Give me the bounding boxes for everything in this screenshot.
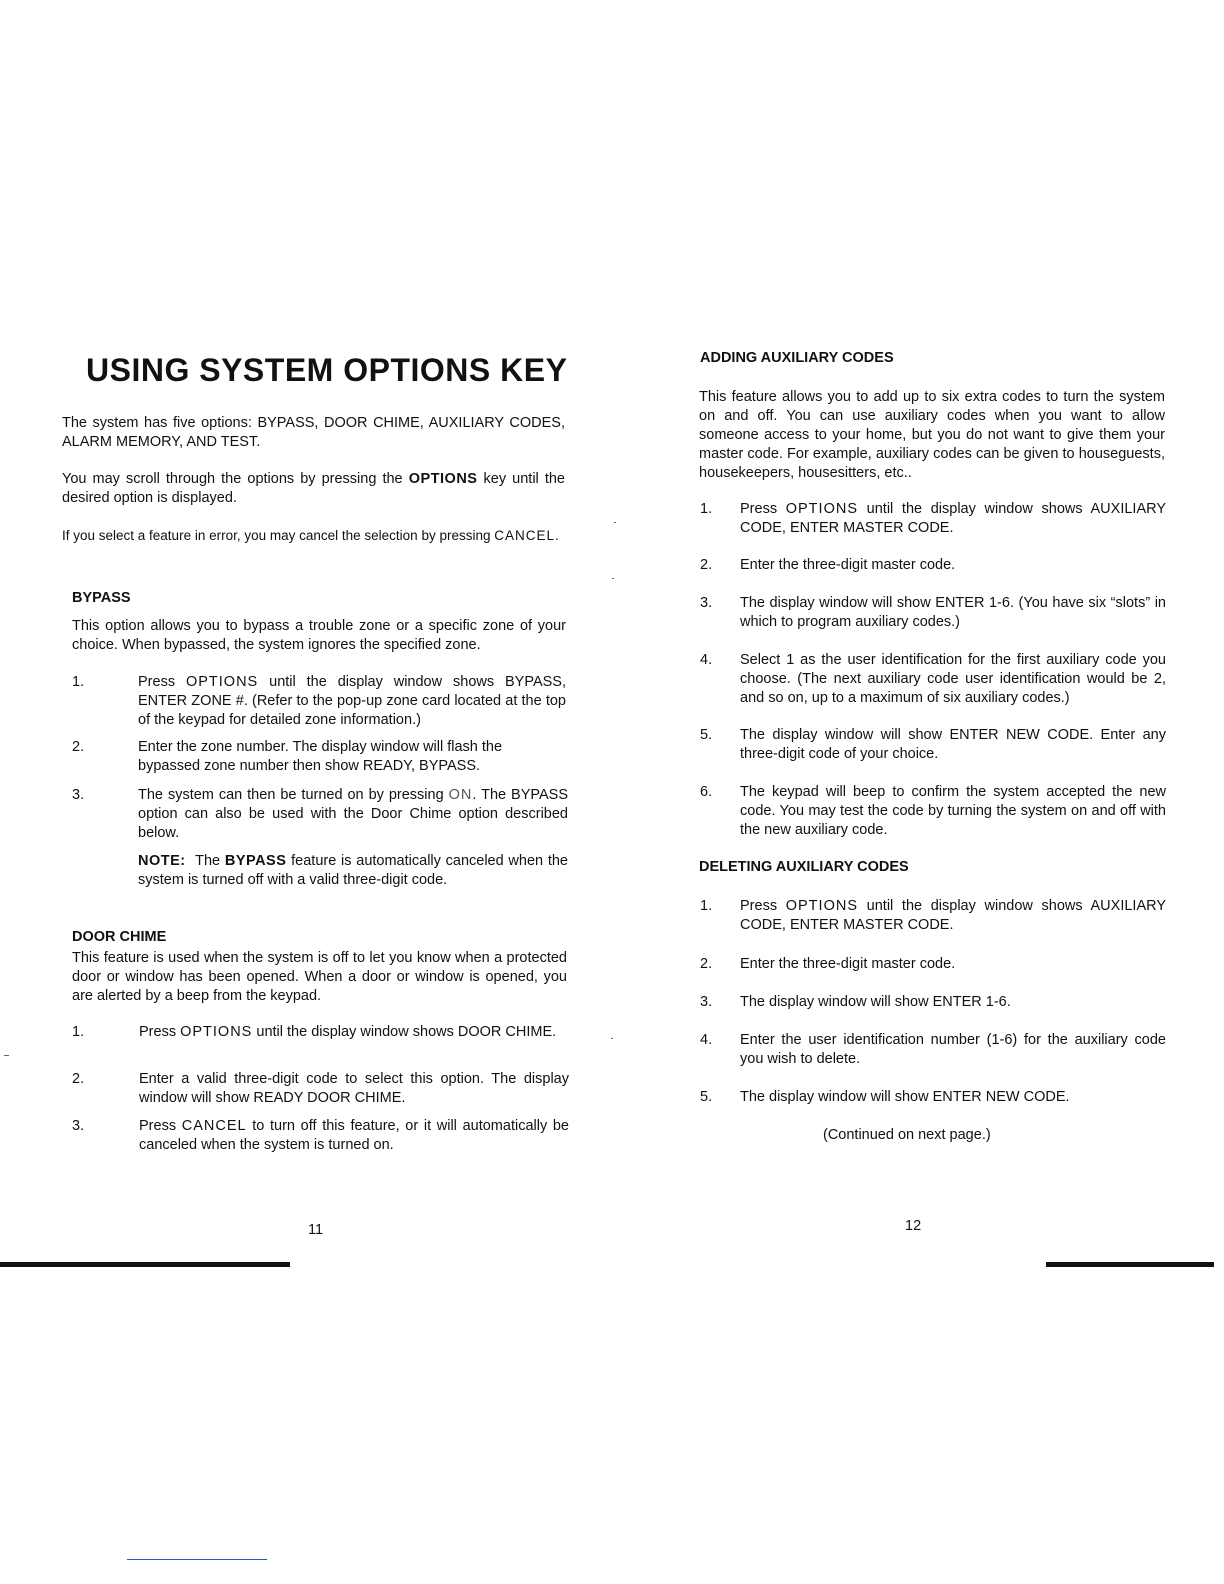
- bypass-step-2: [72, 738, 568, 778]
- step-number: 1.: [72, 674, 85, 690]
- scan-speck: [4, 1055, 9, 1056]
- bypass-heading: BYPASS: [72, 590, 131, 606]
- deleting-step-5: [700, 1088, 1166, 1108]
- adding-step-4: [700, 651, 1166, 711]
- step-text: [138, 786, 568, 843]
- options-key-label: OPTIONS: [408, 471, 478, 487]
- step-text: The display window will show ENTER 1-6.: [740, 994, 1011, 1010]
- deleting-step-3: [700, 993, 1166, 1013]
- step-text-pre: Press: [139, 1024, 181, 1040]
- deleting-step-1: [700, 897, 1166, 937]
- step-number: 2.: [72, 1071, 85, 1087]
- options-key-label: OPTIONS: [180, 1024, 253, 1040]
- deleting-auxiliary-codes-heading: DELETING AUXILIARY CODES: [699, 859, 909, 875]
- step-number: 3.: [700, 994, 713, 1010]
- step-text: Enter the three-digit master code.: [740, 956, 956, 972]
- note-text-pre: The: [195, 853, 225, 869]
- bypass-note: [138, 852, 568, 890]
- adding-step-2: [700, 556, 1166, 576]
- scan-speck: [614, 522, 616, 523]
- step-number: 5.: [700, 727, 713, 743]
- page-title: USING SYSTEM OPTIONS KEY: [86, 352, 568, 388]
- step-text: The display window will show ENTER 1-6. (You have six “slots” in which to program auxiliary codes.): [740, 595, 1166, 630]
- intro-paragraph: The system has five options: BYPASS, DOOR CHIME, AUXILIARY CODES, ALARM MEMORY, AND TEST.: [62, 415, 565, 450]
- options-key-label: OPTIONS: [185, 674, 259, 690]
- step-text: [138, 673, 566, 730]
- door-chime-step-2: [72, 1070, 568, 1110]
- scan-line: [127, 1559, 267, 1560]
- adding-step-3: [700, 594, 1166, 634]
- bypass-step-3: [72, 786, 568, 846]
- note-text-post: feature is automatically canceled when the system is turned off with a valid three-digit code.: [138, 853, 568, 888]
- bypass-step-1: [72, 673, 568, 733]
- step-number: 5.: [700, 1089, 713, 1105]
- cancel-key-label: CANCEL: [181, 1118, 247, 1134]
- step-text: Enter the user identification number (1-6) for the auxiliary code you wish to delete.: [740, 1032, 1166, 1067]
- step-text: [740, 897, 1166, 935]
- step-text: Select 1 as the user identification for the first auxiliary code you choose. (The next auxiliary code user identification would be 2, and so on, up to a maximum of six auxiliary codes.): [740, 652, 1166, 706]
- step-text-post: until the display window shows DOOR CHIME.: [252, 1024, 557, 1040]
- step-text-pre: Press: [740, 898, 786, 914]
- step-text-pre: Press: [139, 1118, 182, 1134]
- step-text-post: until the display window shows AUXILIARY CODE, ENTER MASTER CODE.: [740, 898, 1166, 933]
- cancel-text-pre: If you select a feature in error, you may cancel the selection by pressing: [62, 528, 495, 543]
- step-number: 1.: [700, 898, 713, 914]
- step-number: 3.: [72, 1118, 85, 1134]
- step-text-post: to turn off this feature, or it will automatically be canceled when the system is turned on.: [139, 1118, 569, 1153]
- step-number: 2.: [700, 956, 713, 972]
- scan-speck: [611, 1038, 613, 1039]
- step-number: 1.: [72, 1024, 85, 1040]
- note-label: NOTE:: [138, 853, 186, 869]
- step-text: The display window will show ENTER NEW CODE.: [740, 1089, 1070, 1105]
- step-number: 4.: [700, 652, 713, 668]
- on-key-label: ON: [448, 787, 473, 803]
- bottom-rule-right: [1046, 1262, 1214, 1267]
- step-text: Enter a valid three-digit code to select this option. The display window will show READY DOOR CHIME.: [139, 1071, 569, 1106]
- step-text-post: until the display window shows BYPASS, ENTER ZONE #. (Refer to the pop-up zone card located at the top of the keypad for detailed zone information.): [138, 674, 566, 728]
- step-text: [139, 1023, 569, 1042]
- step-number: 6.: [700, 784, 713, 800]
- deleting-step-4: [700, 1031, 1166, 1071]
- step-text-pre: Press: [740, 501, 786, 517]
- bypass-description: This option allows you to bypass a trouble zone or a specific zone of your choice. When bypassed, the system ignores the specified zone.: [72, 618, 566, 653]
- deleting-step-2: [700, 955, 1166, 975]
- door-chime-step-3: [72, 1117, 568, 1157]
- step-text: The display window will show ENTER NEW CODE. Enter any three-digit code of your choice.: [740, 727, 1166, 762]
- step-text-post: until the display window shows AUXILIARY CODE, ENTER MASTER CODE.: [740, 501, 1166, 536]
- cancel-text-post: .: [555, 528, 559, 543]
- step-number: 2.: [72, 739, 85, 755]
- options-key-label: OPTIONS: [785, 898, 858, 914]
- step-text: The keypad will beep to confirm the system accepted the new code. You may test the code by turning the system on and off with the new auxiliary code.: [740, 784, 1166, 838]
- step-text: Enter the zone number. The display window will flash the bypassed zone number then show READY, BYPASS.: [138, 739, 503, 774]
- cancel-paragraph: [62, 526, 565, 545]
- adding-step-5: [700, 726, 1166, 766]
- page-number-right: 12: [905, 1218, 922, 1234]
- step-number: 1.: [700, 501, 713, 517]
- scroll-text-pre: You may scroll through the options by pressing the: [62, 471, 409, 487]
- options-key-label: OPTIONS: [785, 501, 858, 517]
- step-text: [740, 500, 1166, 538]
- door-chime-step-1: [72, 1023, 568, 1063]
- step-number: 4.: [700, 1032, 713, 1048]
- adding-description: This feature allows you to add up to six extra codes to turn the system on and off. You can use auxiliary codes when you want to allow someone access to your home, but you do not want to give them your master code. For example, auxiliary codes can be given to houseguests, housekeepers, housesitters, etc..: [699, 389, 1165, 481]
- scroll-paragraph: [62, 470, 565, 508]
- step-text-post: . The BYPASS option can also be used with the Door Chime option described below.: [138, 787, 568, 841]
- scroll-text-post: key until the desired option is displayed.: [62, 471, 565, 506]
- page-number-left: 11: [308, 1222, 324, 1238]
- step-number: 3.: [700, 595, 713, 611]
- bypass-key-label: BYPASS: [224, 853, 287, 869]
- step-text-pre: The system can then be turned on by pressing: [138, 787, 449, 803]
- bottom-rule-left: [0, 1262, 290, 1267]
- step-text: Enter the three-digit master code.: [740, 557, 956, 573]
- step-text-pre: Press: [138, 674, 186, 690]
- cancel-key-label: CANCEL: [494, 528, 555, 543]
- adding-step-6: [700, 783, 1166, 843]
- door-chime-heading: DOOR CHIME: [72, 929, 167, 945]
- door-chime-description: This feature is used when the system is off to let you know when a protected door or window has been opened. When a door or window is opened, you are alerted by a beep from the keypad.: [72, 950, 567, 1004]
- continued-note: (Continued on next page.): [823, 1127, 991, 1143]
- adding-step-1: [700, 500, 1166, 540]
- step-text: [139, 1117, 569, 1155]
- step-number: 3.: [72, 787, 85, 803]
- adding-auxiliary-codes-heading: ADDING AUXILIARY CODES: [700, 350, 894, 366]
- step-number: 2.: [700, 557, 713, 573]
- scan-speck: [612, 578, 614, 579]
